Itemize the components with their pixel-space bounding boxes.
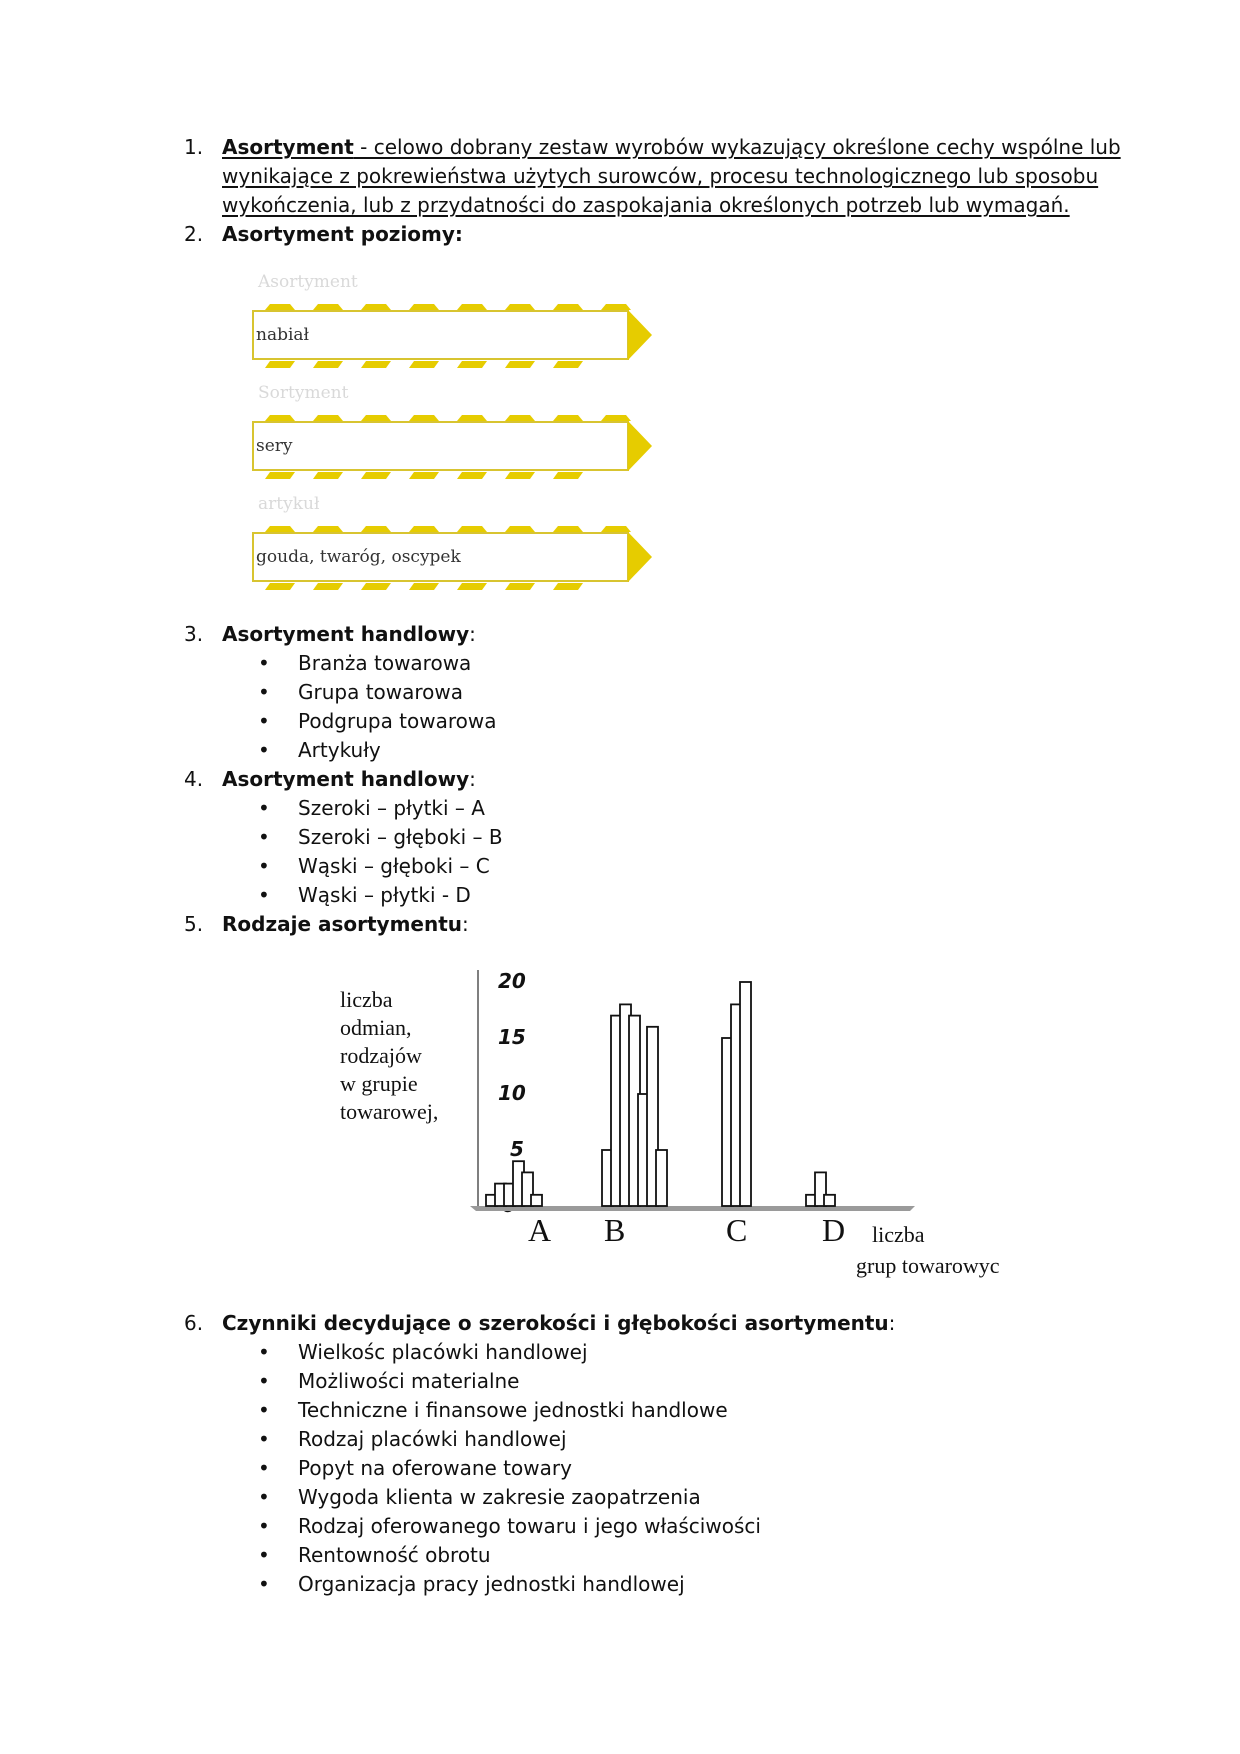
bullet-dot: •: [258, 854, 270, 878]
list-item: Wąski – głęboki – C: [298, 854, 490, 878]
bullet-dot: •: [258, 709, 270, 733]
list-item: Wąski – płytki - D: [298, 883, 471, 907]
y-tick-label: 10: [498, 1081, 526, 1105]
item-title: Rodzaje asortymentu: [222, 912, 463, 936]
definition-text: - celowo dobrany zestaw wyrobów wykazujący określone cechy wspólne lub: [353, 135, 1121, 159]
list-item: Techniczne i finansowe jednostki handlowe: [298, 1398, 728, 1422]
category-label-d: D: [822, 1212, 846, 1248]
bullet-dot: •: [258, 738, 270, 762]
list-item: Rentowność obrotu: [298, 1543, 491, 1567]
y-tick-label: 15: [498, 1025, 526, 1049]
definition-line-2: wynikające z pokrewieństwa użytych surowców, procesu technologicznego lub sposobu: [222, 164, 1099, 188]
list-item: Rodzaj oferowanego towaru i jego właściwości: [298, 1514, 761, 1538]
level-label: gouda, twaróg, oscypek: [256, 547, 461, 567]
list-item: Wygoda klienta w zakresie zaopatrzenia: [298, 1485, 701, 1509]
chart-xlabel-line: grup towarowyc: [856, 1253, 1000, 1278]
bullet-dot: •: [258, 680, 270, 704]
item-number: 2.: [184, 222, 204, 246]
list-item: Organizacja pracy jednostki handlowej: [298, 1572, 685, 1596]
list-item: Możliwości materialne: [298, 1369, 520, 1393]
level-label: sery: [256, 436, 293, 456]
bullet-dot: •: [258, 1340, 270, 1364]
level-header: Asortyment: [258, 272, 358, 292]
bar-c-3: [740, 982, 751, 1206]
list-item: Grupa towarowa: [298, 680, 464, 704]
ylabel-line: towarowej,: [340, 1099, 439, 1124]
bar-a-6: [531, 1195, 542, 1206]
item-number: 3.: [184, 622, 204, 646]
bullet-dot: •: [258, 1369, 270, 1393]
list-item: Szeroki – głęboki – B: [298, 825, 503, 849]
term-asortyment: Asortyment: [222, 135, 354, 159]
item-title: Asortyment poziomy:: [222, 222, 463, 246]
item-number: 6.: [184, 1311, 204, 1335]
bar-d-3: [824, 1195, 835, 1206]
y-tick-label: 20: [498, 969, 526, 993]
list-item: Podgrupa towarowa: [298, 709, 497, 733]
definition-line-3: wykończenia, lub z przydatności do zaspokajania określonych potrzeb lub wymagań.: [222, 193, 1070, 217]
bullet-dot: •: [258, 883, 270, 907]
ylabel-line: rodzajów: [340, 1043, 422, 1068]
item-title-line: [222, 1311, 895, 1335]
category-label-a: A: [528, 1212, 552, 1248]
chart-xlabel-line: liczba: [872, 1222, 925, 1247]
list-item: Popyt na oferowane towary: [298, 1456, 572, 1480]
bullet-dot: •: [258, 1398, 270, 1422]
bullet-dot: •: [258, 1572, 270, 1596]
bullet-dot: •: [258, 1543, 270, 1567]
list-item: Wielkośc placówki handlowej: [298, 1340, 588, 1364]
level-header: Sortyment: [258, 383, 349, 403]
bullet-dot: •: [258, 796, 270, 820]
bullet-dot: •: [258, 1514, 270, 1538]
item-title: Asortyment handlowy: [222, 622, 470, 646]
bullet-dot: •: [258, 1427, 270, 1451]
bullet-dot: •: [258, 651, 270, 675]
bullet-dot: •: [258, 825, 270, 849]
item-title: Czynniki decydujące o szerokości i głębokości asortymentu: [222, 1311, 889, 1335]
item-title: Asortyment handlowy: [222, 767, 470, 791]
item-number: 1.: [184, 135, 204, 159]
item-title-suffix: :: [888, 1311, 896, 1335]
bullet-dot: •: [258, 1456, 270, 1480]
list-item: Rodzaj placówki handlowej: [298, 1427, 567, 1451]
item-number: 4.: [184, 767, 204, 791]
ylabel-line: w grupie: [340, 1071, 418, 1096]
item-number: 5.: [184, 912, 204, 936]
category-label-c: C: [726, 1212, 748, 1248]
level-label: nabiał: [256, 325, 310, 345]
ylabel-line: liczba: [340, 987, 393, 1012]
bullet-dot: •: [258, 1485, 270, 1509]
level-header: artykuł: [258, 494, 320, 514]
item-title-suffix: :: [469, 622, 476, 646]
y-tick-label: 5: [510, 1137, 524, 1161]
list-item: Artykuły: [298, 738, 381, 762]
item-title-suffix: :: [462, 912, 469, 936]
list-item: Branża towarowa: [298, 651, 472, 675]
item-title-suffix: :: [469, 767, 476, 791]
bar-b-7: [656, 1150, 667, 1206]
list-item: Szeroki – płytki – A: [298, 796, 485, 820]
category-label-b: B: [604, 1212, 626, 1248]
ylabel-line: odmian,: [340, 1015, 412, 1040]
